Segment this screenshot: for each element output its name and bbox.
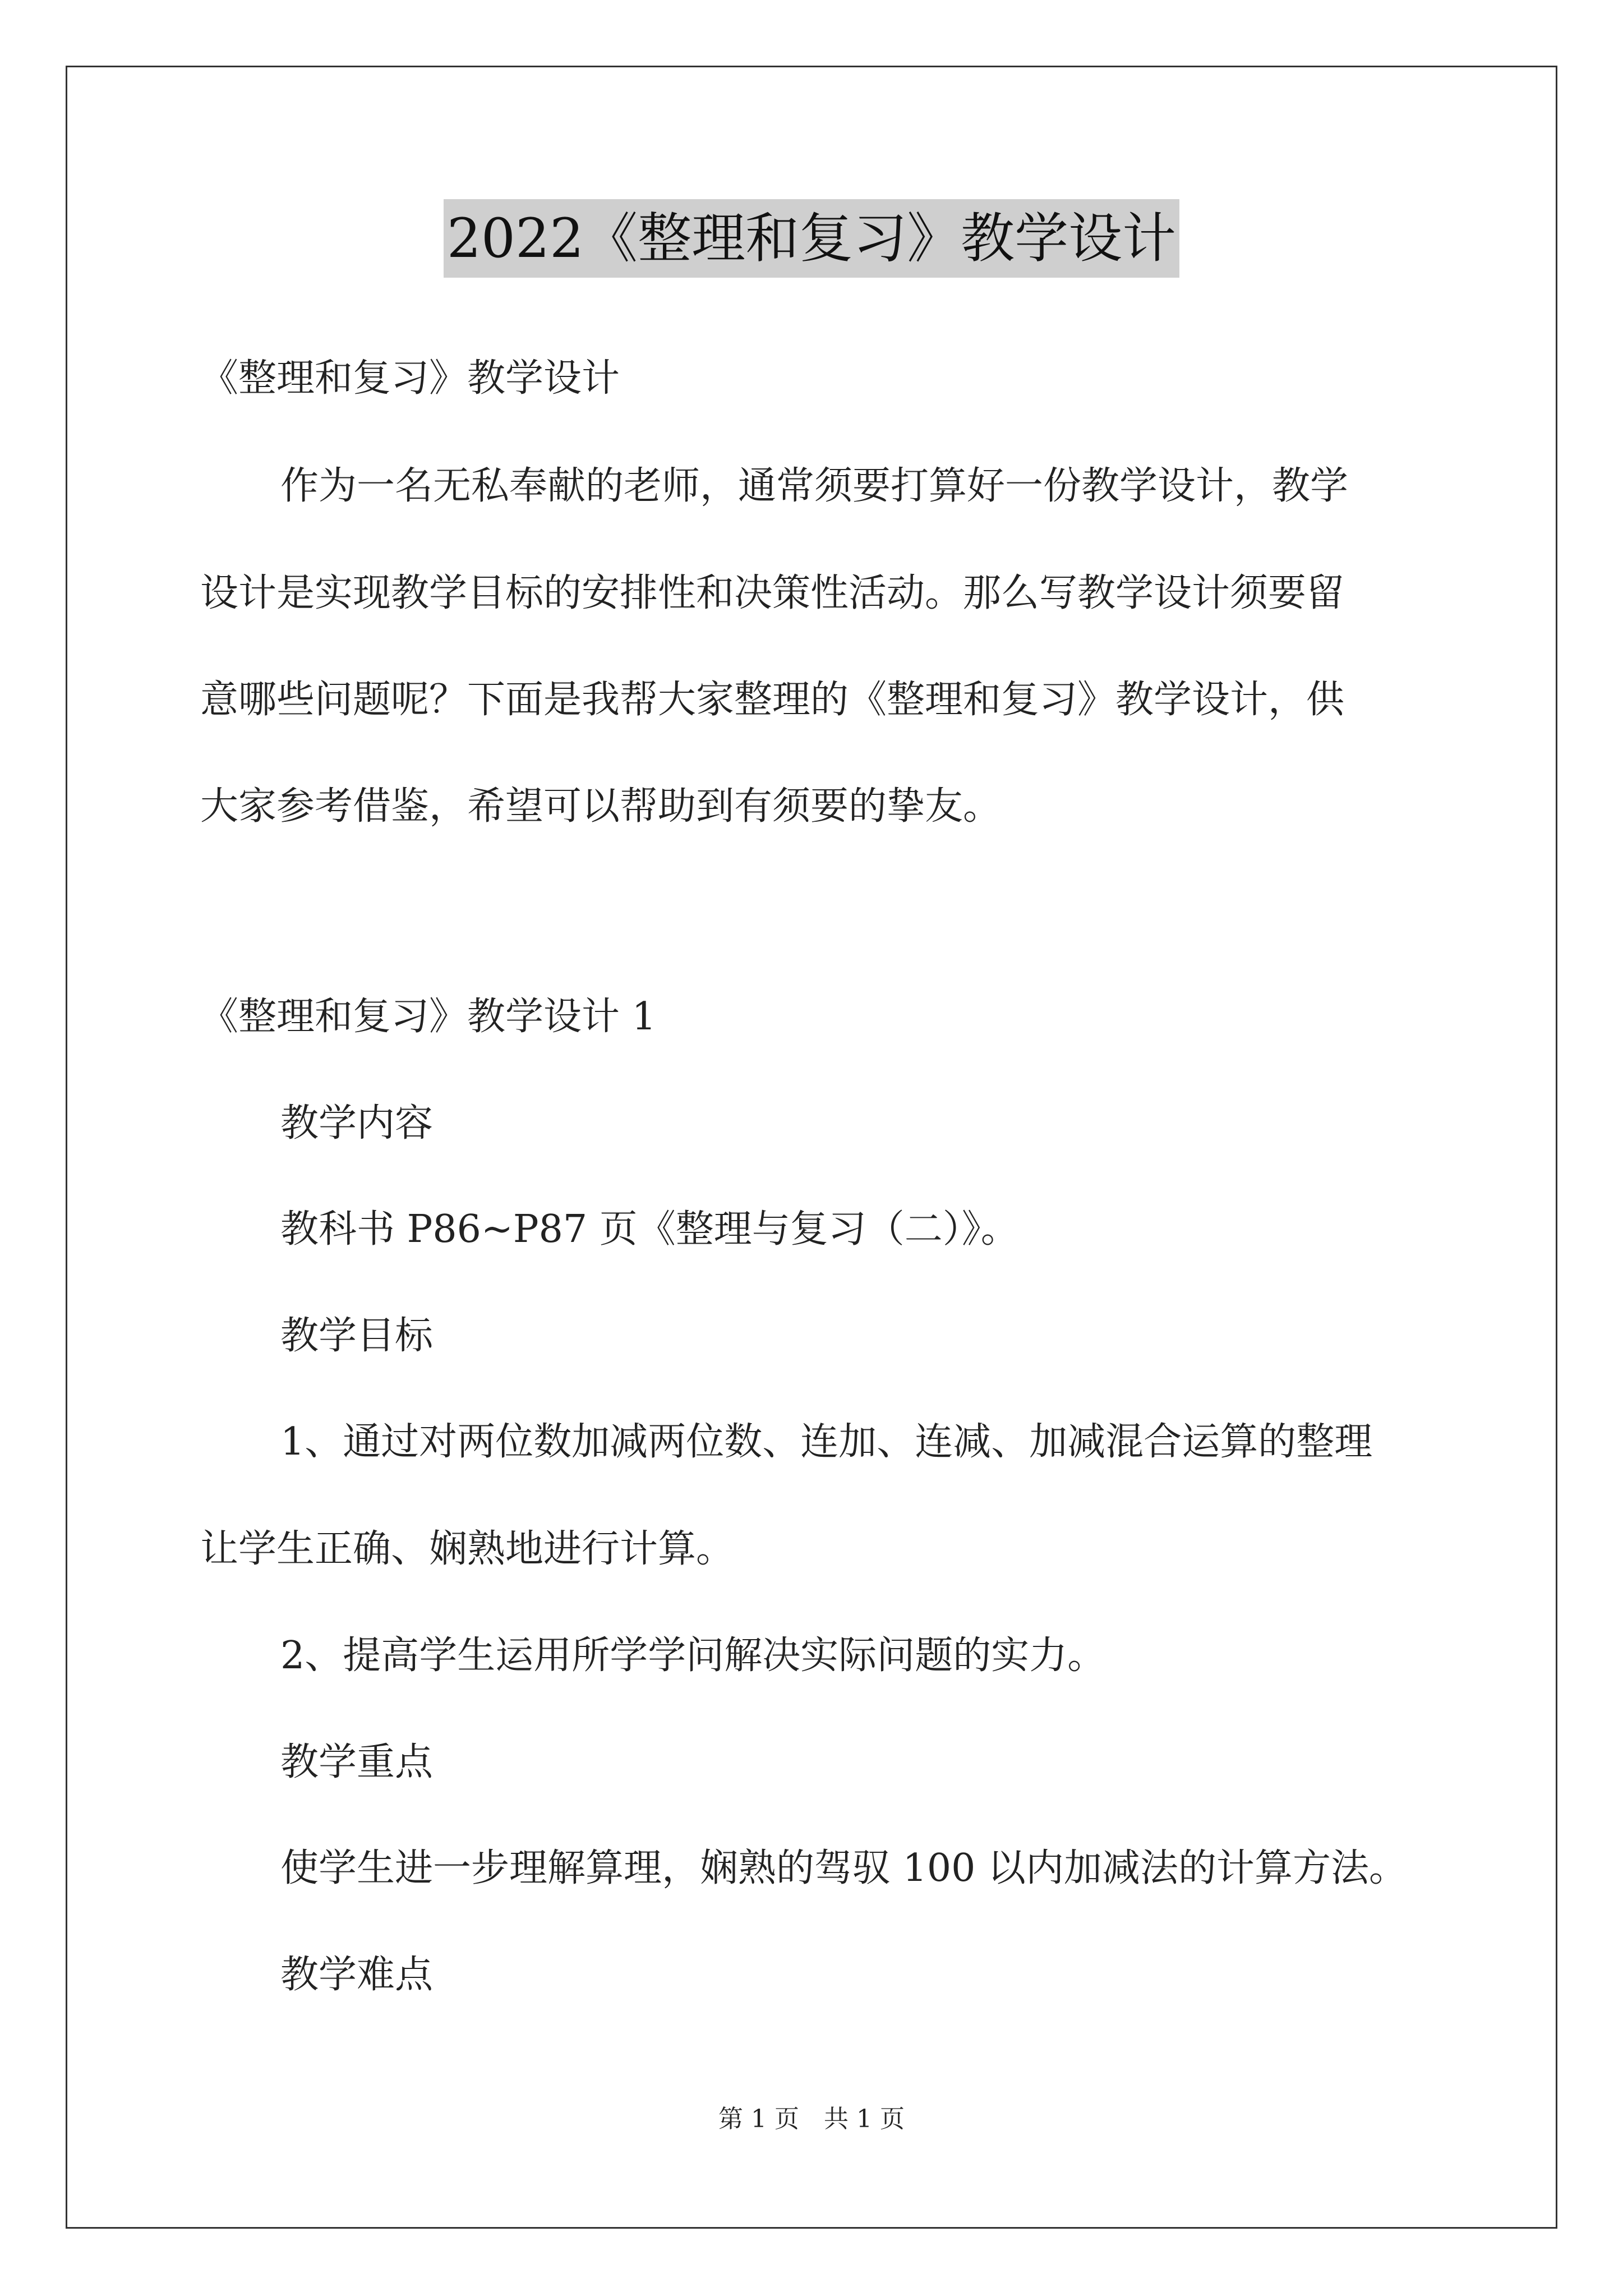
- intro-paragraph-line-2: 设计是实现教学目标的安排性和决策性活动。那么写教学设计须要留: [200, 571, 1345, 615]
- section-heading-1: 《整理和复习》教学设计 1: [200, 995, 656, 1039]
- intro-paragraph-line-3: 意哪些问题呢？下面是我帮大家整理的《整理和复习》教学设计，供: [200, 678, 1345, 722]
- teaching-content-text: 教科书 P86~P87 页《整理与复习（二）》。: [280, 1207, 1019, 1251]
- goal-2: 2、提高学生运用所学学问解决实际问题的实力。: [280, 1634, 1106, 1678]
- goal-1-line-1: 1、通过对两位数加减两位数、连加、连减、加减混合运算的整理: [280, 1420, 1373, 1464]
- teaching-focus-text: 使学生进一步理解算理，娴熟的驾驭 100 以内加减法的计算方法。: [280, 1846, 1408, 1890]
- subtitle-line: 《整理和复习》教学设计: [200, 356, 620, 401]
- heading-teaching-difficulty: 教学难点: [280, 1953, 434, 1997]
- document-title: 2022《整理和复习》教学设计: [444, 199, 1179, 278]
- intro-paragraph-line-1: 作为一名无私奉献的老师，通常须要打算好一份教学设计，教学: [280, 464, 1349, 508]
- page-footer: 第 1 页 共 1 页: [718, 2105, 905, 2133]
- title-container: [0, 199, 1623, 278]
- heading-teaching-content: 教学内容: [280, 1101, 434, 1145]
- intro-paragraph-line-4: 大家参考借鉴，希望可以帮助到有须要的挚友。: [200, 784, 1002, 829]
- heading-teaching-goals: 教学目标: [280, 1314, 434, 1358]
- goal-1-line-2: 让学生正确、娴熟地进行计算。: [200, 1527, 735, 1571]
- heading-teaching-focus: 教学重点: [280, 1740, 434, 1784]
